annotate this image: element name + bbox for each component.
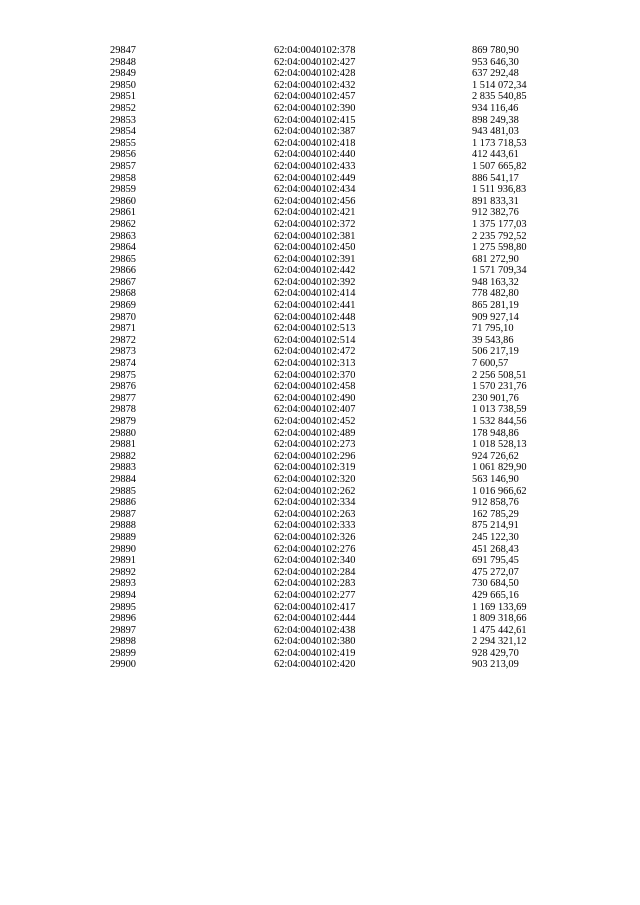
row-number: 29872 bbox=[110, 334, 136, 346]
row-number: 29870 bbox=[110, 311, 136, 323]
cadastral-value: 869 780,90 bbox=[472, 45, 519, 56]
table-row bbox=[110, 115, 580, 127]
cadastral-number: 62:04:0040102:457 bbox=[274, 91, 356, 103]
cadastral-value: 898 249,38 bbox=[472, 114, 519, 126]
cadastral-number: 62:04:0040102:472 bbox=[274, 346, 356, 358]
cadastral-number: 62:04:0040102:277 bbox=[274, 589, 356, 601]
cadastral-value: 691 795,45 bbox=[472, 555, 519, 567]
cadastral-number: 62:04:0040102:333 bbox=[274, 520, 356, 532]
row-number: 29874 bbox=[110, 358, 136, 370]
table-row bbox=[110, 567, 580, 579]
table-row bbox=[110, 161, 580, 173]
row-number: 29852 bbox=[110, 102, 136, 114]
cadastral-number: 62:04:0040102:378 bbox=[274, 45, 356, 56]
table-row bbox=[110, 381, 580, 393]
row-number: 29851 bbox=[110, 91, 136, 103]
cadastral-value: 245 122,30 bbox=[472, 531, 519, 543]
row-number: 29899 bbox=[110, 647, 136, 659]
cadastral-value: 912 858,76 bbox=[472, 497, 519, 509]
cadastral-number: 62:04:0040102:456 bbox=[274, 195, 356, 207]
row-number: 29849 bbox=[110, 68, 136, 80]
cadastral-number: 62:04:0040102:433 bbox=[274, 160, 356, 172]
cadastral-value: 948 163,32 bbox=[472, 276, 519, 288]
cadastral-number: 62:04:0040102:458 bbox=[274, 381, 356, 393]
row-number: 29880 bbox=[110, 427, 136, 439]
cadastral-number: 62:04:0040102:442 bbox=[274, 265, 356, 277]
row-number: 29877 bbox=[110, 392, 136, 404]
cadastral-number: 62:04:0040102:513 bbox=[274, 323, 356, 335]
cadastral-number: 62:04:0040102:415 bbox=[274, 114, 356, 126]
row-number: 29861 bbox=[110, 207, 136, 219]
cadastral-value: 2 294 321,12 bbox=[472, 636, 527, 648]
cadastral-number: 62:04:0040102:490 bbox=[274, 392, 356, 404]
row-number: 29871 bbox=[110, 323, 136, 335]
table-row bbox=[110, 416, 580, 428]
row-number: 29892 bbox=[110, 566, 136, 578]
cadastral-number: 62:04:0040102:420 bbox=[274, 659, 356, 671]
cadastral-value: 1 061 829,90 bbox=[472, 462, 527, 474]
cadastral-value: 934 116,46 bbox=[472, 102, 519, 114]
cadastral-value: 1 275 598,80 bbox=[472, 242, 527, 254]
cadastral-number: 62:04:0040102:372 bbox=[274, 218, 356, 230]
table-row bbox=[110, 509, 580, 521]
row-number: 29858 bbox=[110, 172, 136, 184]
cadastral-number: 62:04:0040102:334 bbox=[274, 497, 356, 509]
table-row bbox=[110, 91, 580, 103]
row-number: 29847 bbox=[110, 45, 136, 56]
cadastral-value: 681 272,90 bbox=[472, 253, 519, 265]
cadastral-number: 62:04:0040102:391 bbox=[274, 253, 356, 265]
row-number: 29854 bbox=[110, 126, 136, 138]
table-row bbox=[110, 196, 580, 208]
cadastral-value: 865 281,19 bbox=[472, 300, 519, 312]
table-row bbox=[110, 335, 580, 347]
cadastral-number: 62:04:0040102:320 bbox=[274, 473, 356, 485]
table-row bbox=[110, 439, 580, 451]
row-number: 29853 bbox=[110, 114, 136, 126]
table-row bbox=[110, 288, 580, 300]
row-number: 29882 bbox=[110, 450, 136, 462]
table-row bbox=[110, 312, 580, 324]
cadastral-value: 475 272,07 bbox=[472, 566, 519, 578]
table-row bbox=[110, 555, 580, 567]
row-number: 29860 bbox=[110, 195, 136, 207]
row-number: 29896 bbox=[110, 613, 136, 625]
row-number: 29869 bbox=[110, 300, 136, 312]
cadastral-number: 62:04:0040102:284 bbox=[274, 566, 356, 578]
table-row bbox=[110, 393, 580, 405]
table-row bbox=[110, 462, 580, 474]
row-number: 29898 bbox=[110, 636, 136, 648]
cadastral-number: 62:04:0040102:450 bbox=[274, 242, 356, 254]
cadastral-number: 62:04:0040102:414 bbox=[274, 288, 356, 300]
table-row bbox=[110, 486, 580, 498]
table-row bbox=[110, 254, 580, 266]
row-number: 29888 bbox=[110, 520, 136, 532]
table-row bbox=[110, 648, 580, 660]
table-row bbox=[110, 346, 580, 358]
cadastral-number: 62:04:0040102:417 bbox=[274, 601, 356, 613]
row-number: 29873 bbox=[110, 346, 136, 358]
table-row bbox=[110, 544, 580, 556]
cadastral-number: 62:04:0040102:419 bbox=[274, 647, 356, 659]
cadastral-value: 178 948,86 bbox=[472, 427, 519, 439]
cadastral-number: 62:04:0040102:370 bbox=[274, 369, 356, 381]
table-row bbox=[110, 474, 580, 486]
table-row bbox=[110, 265, 580, 277]
row-number: 29878 bbox=[110, 404, 136, 416]
table-row bbox=[110, 323, 580, 335]
cadastral-number: 62:04:0040102:489 bbox=[274, 427, 356, 439]
row-number: 29885 bbox=[110, 485, 136, 497]
cadastral-number: 62:04:0040102:387 bbox=[274, 126, 356, 138]
cadastral-number: 62:04:0040102:444 bbox=[274, 613, 356, 625]
cadastral-value: 451 268,43 bbox=[472, 543, 519, 555]
table-row bbox=[110, 625, 580, 637]
table-row bbox=[110, 636, 580, 648]
cadastral-value: 1 173 718,53 bbox=[472, 137, 527, 149]
row-number: 29881 bbox=[110, 439, 136, 451]
cadastral-number: 62:04:0040102:340 bbox=[274, 555, 356, 567]
table-row bbox=[110, 126, 580, 138]
table-row bbox=[110, 149, 580, 161]
cadastral-number: 62:04:0040102:313 bbox=[274, 358, 356, 370]
row-number: 29868 bbox=[110, 288, 136, 300]
cadastral-value: 563 146,90 bbox=[472, 473, 519, 485]
row-number: 29894 bbox=[110, 589, 136, 601]
cadastral-number: 62:04:0040102:440 bbox=[274, 149, 356, 161]
row-number: 29859 bbox=[110, 184, 136, 196]
cadastral-value: 1 532 844,56 bbox=[472, 416, 527, 427]
cadastral-value: 909 927,14 bbox=[472, 311, 519, 323]
cadastral-value: 778 482,80 bbox=[472, 288, 519, 300]
cadastral-value: 730 684,50 bbox=[472, 578, 519, 590]
cadastral-value: 1 507 665,82 bbox=[472, 160, 527, 172]
row-number: 29865 bbox=[110, 253, 136, 265]
cadastral-value: 953 646,30 bbox=[472, 56, 519, 68]
cadastral-value: 412 443,61 bbox=[472, 149, 519, 161]
cadastral-value: 1 016 966,62 bbox=[472, 485, 527, 497]
cadastral-value: 875 214,91 bbox=[472, 520, 519, 532]
cadastral-number: 62:04:0040102:381 bbox=[274, 230, 356, 242]
table-row bbox=[110, 532, 580, 544]
cadastral-value: 637 292,48 bbox=[472, 68, 519, 80]
row-number: 29883 bbox=[110, 462, 136, 474]
cadastral-number: 62:04:0040102:273 bbox=[274, 439, 356, 451]
row-number: 29886 bbox=[110, 497, 136, 509]
row-number: 29879 bbox=[110, 416, 136, 427]
cadastral-number: 62:04:0040102:392 bbox=[274, 276, 356, 288]
row-number: 29889 bbox=[110, 531, 136, 543]
table-row bbox=[110, 57, 580, 69]
cadastral-number: 62:04:0040102:428 bbox=[274, 68, 356, 80]
table-row bbox=[110, 613, 580, 625]
table-row bbox=[110, 103, 580, 115]
row-number: 29862 bbox=[110, 218, 136, 230]
table-row bbox=[110, 659, 580, 671]
cadastral-number: 62:04:0040102:276 bbox=[274, 543, 356, 555]
row-number: 29867 bbox=[110, 276, 136, 288]
cadastral-value: 230 901,76 bbox=[472, 392, 519, 404]
table-row bbox=[110, 300, 580, 312]
cadastral-value: 2 835 540,85 bbox=[472, 91, 527, 103]
cadastral-value: 1 514 072,34 bbox=[472, 79, 527, 91]
cadastral-number: 62:04:0040102:427 bbox=[274, 56, 356, 68]
table-row bbox=[110, 242, 580, 254]
cadastral-value: 943 481,03 bbox=[472, 126, 519, 138]
cadastral-number: 62:04:0040102:296 bbox=[274, 450, 356, 462]
row-number: 29856 bbox=[110, 149, 136, 161]
cadastral-value: 912 382,76 bbox=[472, 207, 519, 219]
table-row bbox=[110, 184, 580, 196]
cadastral-number: 62:04:0040102:418 bbox=[274, 137, 356, 149]
cadastral-value: 429 665,16 bbox=[472, 589, 519, 601]
cadastral-value: 924 726,62 bbox=[472, 450, 519, 462]
cadastral-value: 1 511 936,83 bbox=[472, 184, 527, 196]
cadastral-value: 1 570 231,76 bbox=[472, 381, 527, 393]
table-row bbox=[110, 231, 580, 243]
row-number: 29893 bbox=[110, 578, 136, 590]
cadastral-value-table bbox=[110, 45, 580, 671]
table-row bbox=[110, 358, 580, 370]
cadastral-value: 162 785,29 bbox=[472, 508, 519, 520]
cadastral-number: 62:04:0040102:432 bbox=[274, 79, 356, 91]
cadastral-number: 62:04:0040102:326 bbox=[274, 531, 356, 543]
row-number: 29864 bbox=[110, 242, 136, 254]
cadastral-value: 1 375 177,03 bbox=[472, 218, 527, 230]
row-number: 29900 bbox=[110, 659, 136, 671]
row-number: 29850 bbox=[110, 79, 136, 91]
cadastral-value: 891 833,31 bbox=[472, 195, 519, 207]
row-number: 29857 bbox=[110, 160, 136, 172]
row-number: 29863 bbox=[110, 230, 136, 242]
row-number: 29891 bbox=[110, 555, 136, 567]
cadastral-value: 1 013 738,59 bbox=[472, 404, 527, 416]
cadastral-number: 62:04:0040102:441 bbox=[274, 300, 356, 312]
cadastral-value: 7 600,57 bbox=[472, 358, 509, 370]
cadastral-number: 62:04:0040102:380 bbox=[274, 636, 356, 648]
row-number: 29875 bbox=[110, 369, 136, 381]
table-row bbox=[110, 68, 580, 80]
table-row bbox=[110, 219, 580, 231]
table-row bbox=[110, 497, 580, 509]
table-row bbox=[110, 277, 580, 289]
cadastral-value: 886 541,17 bbox=[472, 172, 519, 184]
cadastral-number: 62:04:0040102:514 bbox=[274, 334, 356, 346]
cadastral-value: 1 809 318,66 bbox=[472, 613, 527, 625]
row-number: 29887 bbox=[110, 508, 136, 520]
table-row bbox=[110, 590, 580, 602]
row-number: 29897 bbox=[110, 624, 136, 636]
cadastral-value: 2 256 508,51 bbox=[472, 369, 527, 381]
cadastral-number: 62:04:0040102:449 bbox=[274, 172, 356, 184]
cadastral-value: 2 235 792,52 bbox=[472, 230, 527, 242]
cadastral-value: 1 169 133,69 bbox=[472, 601, 527, 613]
cadastral-value: 1 571 709,34 bbox=[472, 265, 527, 277]
table-row bbox=[110, 428, 580, 440]
cadastral-number: 62:04:0040102:319 bbox=[274, 462, 356, 474]
row-number: 29866 bbox=[110, 265, 136, 277]
cadastral-number: 62:04:0040102:407 bbox=[274, 404, 356, 416]
table-row bbox=[110, 370, 580, 382]
cadastral-number: 62:04:0040102:390 bbox=[274, 102, 356, 114]
cadastral-value: 928 429,70 bbox=[472, 647, 519, 659]
table-row bbox=[110, 520, 580, 532]
table-row bbox=[110, 578, 580, 590]
cadastral-number: 62:04:0040102:421 bbox=[274, 207, 356, 219]
cadastral-number: 62:04:0040102:448 bbox=[274, 311, 356, 323]
cadastral-value: 1 475 442,61 bbox=[472, 624, 527, 636]
cadastral-number: 62:04:0040102:283 bbox=[274, 578, 356, 590]
cadastral-number: 62:04:0040102:438 bbox=[274, 624, 356, 636]
table-row bbox=[110, 138, 580, 150]
table-row bbox=[110, 80, 580, 92]
cadastral-number: 62:04:0040102:434 bbox=[274, 184, 356, 196]
row-number: 29895 bbox=[110, 601, 136, 613]
cadastral-number: 62:04:0040102:452 bbox=[274, 416, 356, 427]
cadastral-number: 62:04:0040102:263 bbox=[274, 508, 356, 520]
cadastral-number: 62:04:0040102:262 bbox=[274, 485, 356, 497]
row-number: 29890 bbox=[110, 543, 136, 555]
cadastral-value: 71 795,10 bbox=[472, 323, 514, 335]
row-number: 29848 bbox=[110, 56, 136, 68]
row-number: 29884 bbox=[110, 473, 136, 485]
cadastral-value: 39 543,86 bbox=[472, 334, 514, 346]
table-row bbox=[110, 173, 580, 185]
row-number: 29876 bbox=[110, 381, 136, 393]
table-row bbox=[110, 45, 580, 57]
table-row bbox=[110, 451, 580, 463]
table-row bbox=[110, 404, 580, 416]
row-number: 29855 bbox=[110, 137, 136, 149]
cadastral-value: 1 018 528,13 bbox=[472, 439, 527, 451]
table-row bbox=[110, 602, 580, 614]
cadastral-value: 903 213,09 bbox=[472, 659, 519, 671]
cadastral-value: 506 217,19 bbox=[472, 346, 519, 358]
table-row bbox=[110, 207, 580, 219]
